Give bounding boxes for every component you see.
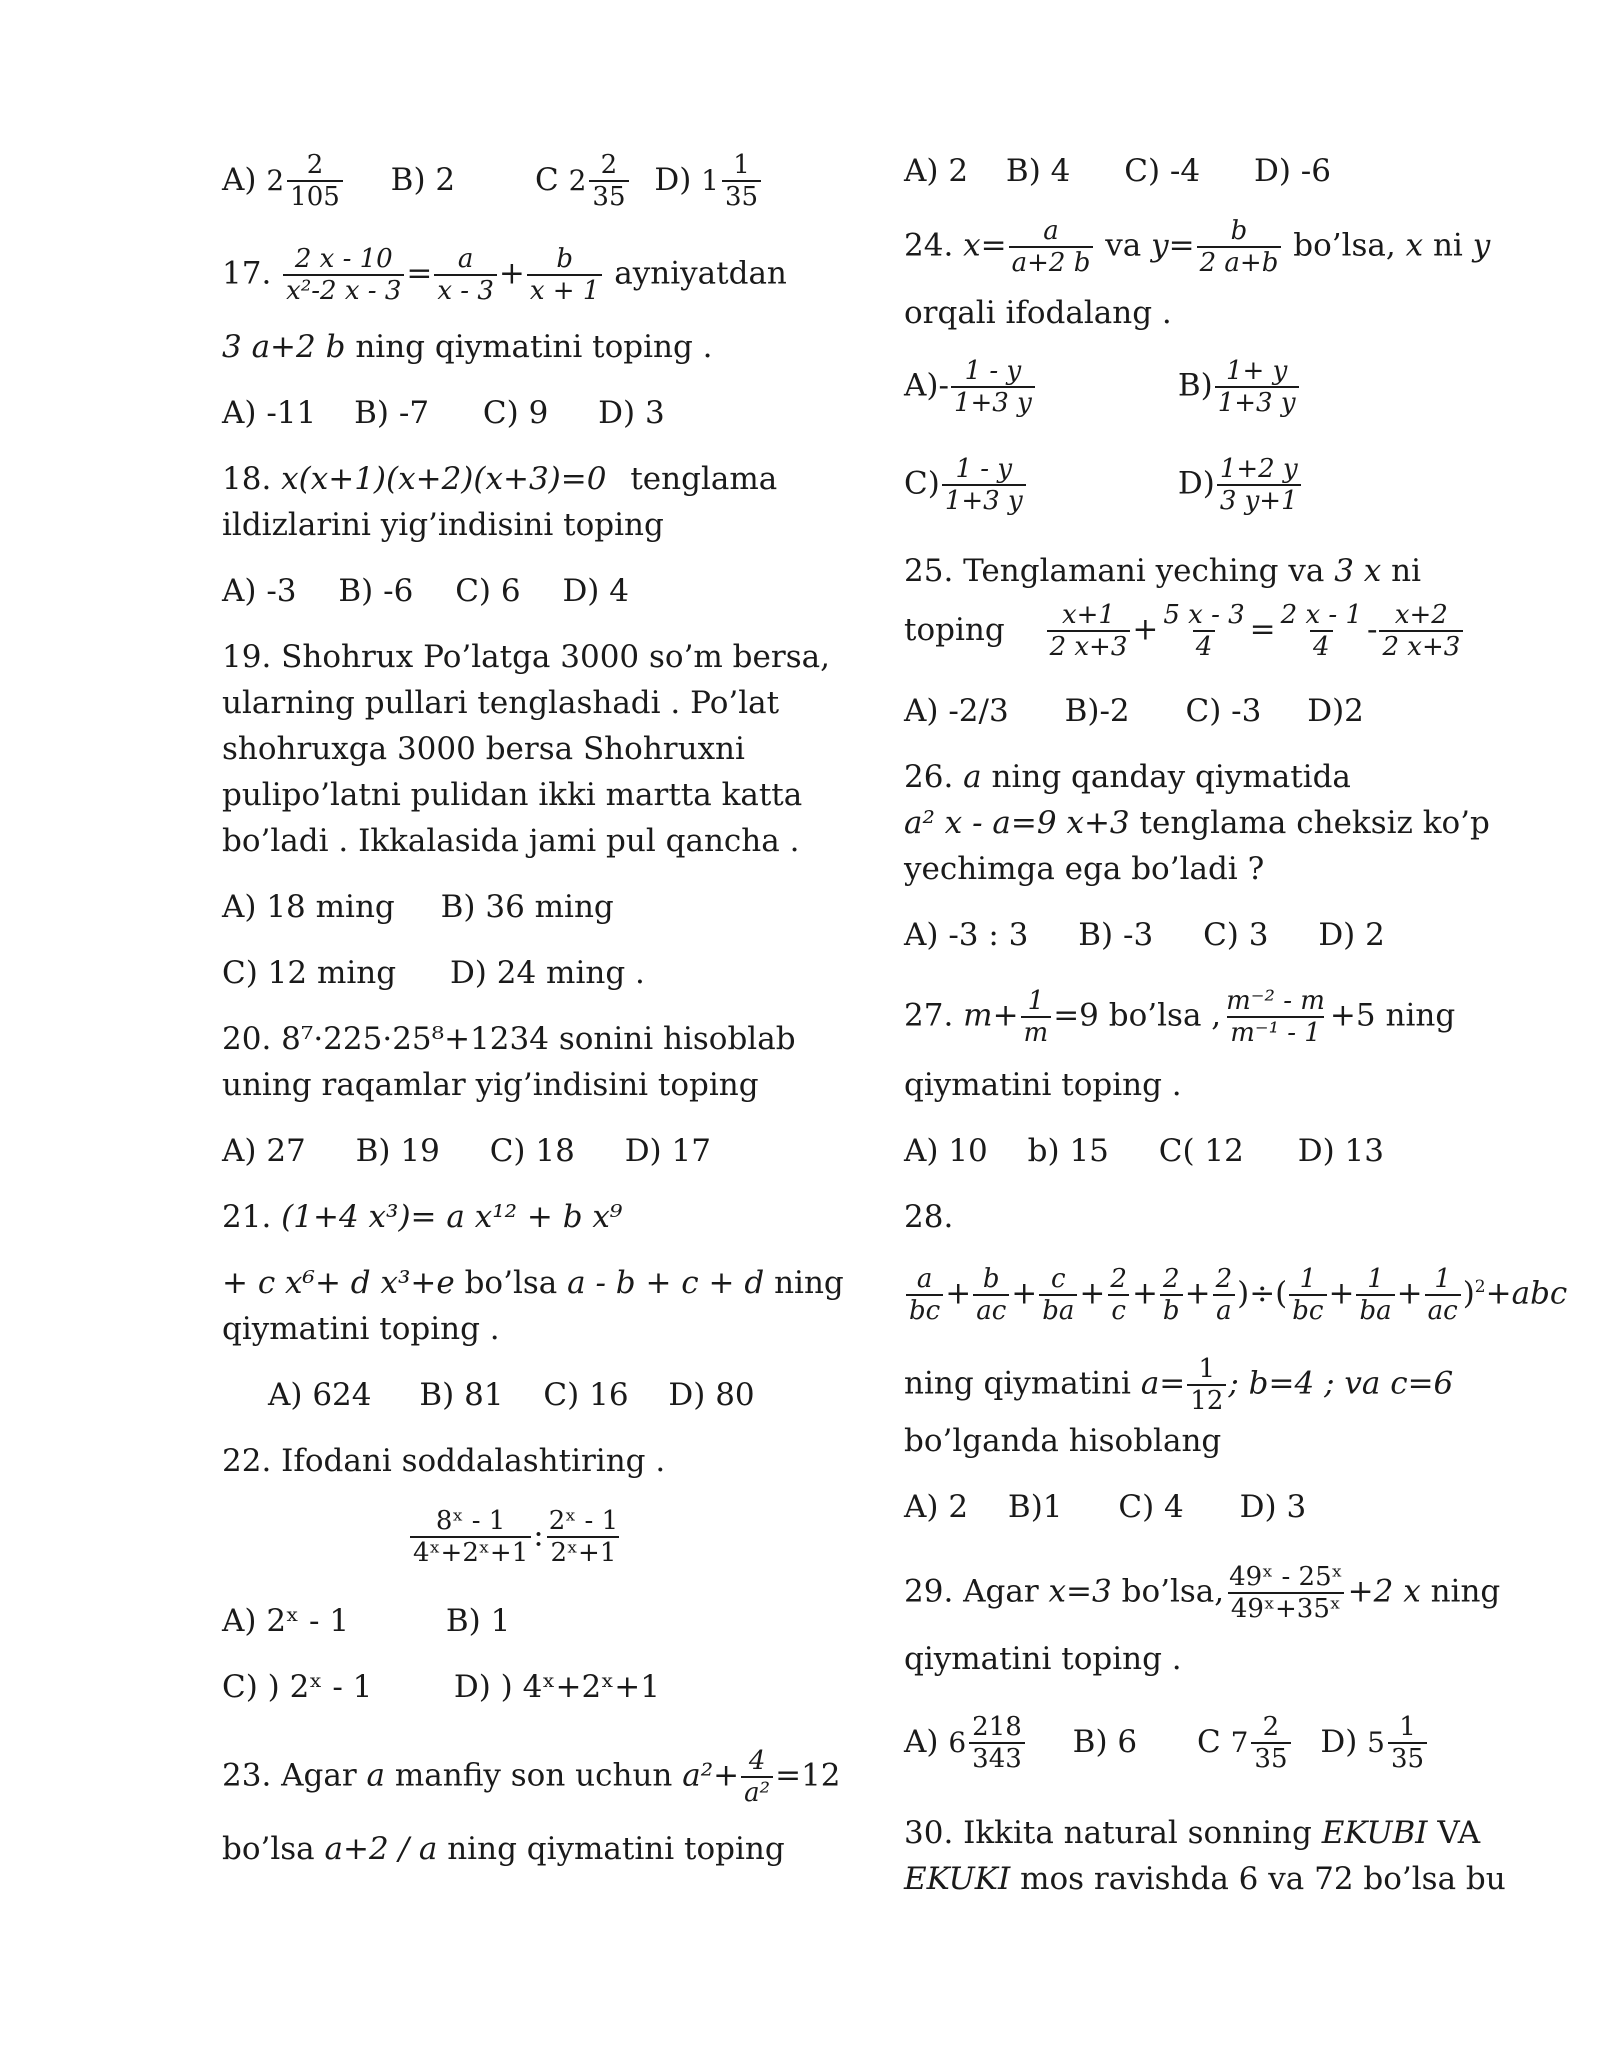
- q21-equation: 21. (1+4 x³)= a x¹² + b x⁹: [222, 1199, 623, 1235]
- q16-option-b: B) 2: [390, 162, 456, 198]
- q23-text-2: bo’lsa a+2 / a ning qiymatini toping: [222, 1831, 785, 1867]
- q24-options-row-2: C) $\frac{1 - y}{1+3 y}$ D) $\frac{1+2 y}{3 y+1}$: [904, 454, 1303, 516]
- q28-number: 28.: [904, 1199, 954, 1235]
- q17-text: 3 a+2 b ning qiymatini toping .: [222, 329, 713, 365]
- q19-line-1: 19. Shohrux Po’latga 3000 so’m bersa,: [222, 639, 830, 675]
- q19-line-5: bo’ladi . Ikkalasida jami pul qancha .: [222, 823, 800, 859]
- q18-text-2: ildizlarini yig’indisini toping: [222, 507, 664, 543]
- q24-text: orqali ifodalang .: [904, 295, 1172, 331]
- q22-title: 22. Ifodani soddalashtiring .: [222, 1443, 666, 1479]
- q25-equation: toping $\frac{x+1}{2 x+3}$ + $\frac{5 x - 3}{4}$ = $\frac{2 x - 1}{4}$ - $\frac{x+2}{2 x+3}$: [904, 600, 1465, 662]
- q22-options-row-2: C) ) 2ˣ - 1 D) ) 4ˣ+2ˣ+1: [222, 1669, 661, 1705]
- q23-text: 23. Agar a manfiy son uchun a²+ $\frac{4}{\text{a²}}$ =12: [222, 1746, 841, 1808]
- q21-text-2: qiymatini toping .: [222, 1311, 500, 1347]
- q25-options: A) -2/3 B)-2 C) -3 D)2: [904, 693, 1364, 729]
- q29-text: qiymatini toping .: [904, 1641, 1182, 1677]
- q27-options: A) 10 b) 15 C( 12 D) 13: [904, 1133, 1384, 1169]
- q19-line-4: pulipo’latni pulidan ikki martta katta: [222, 777, 803, 813]
- q24-equation: 24. x= $\frac{a}{a+2 b}$ va y= $\frac{b}{2 a+b}$ bo’lsa, x ni y: [904, 216, 1491, 278]
- q27-text: qiymatini toping .: [904, 1067, 1182, 1103]
- q27-equation: 27. m+ $\frac{1}{m}$ =9 bo’lsa , $\frac{\text{m⁻² - m}}{\text{m⁻¹ - 1}}$ +5 ning: [904, 986, 1456, 1048]
- q22-expression: $\frac{\text{8ˣ - 1}}{\text{4ˣ+2ˣ+1}}$ : $\frac{\text{2ˣ - 1}}{\text{2ˣ+1}}$: [408, 1506, 623, 1568]
- q30-text-2: EKUKI mos ravishda 6 va 72 bo’lsa bu: [904, 1861, 1506, 1897]
- q17-options: A) -11 B) -7 C) 9 D) 3: [222, 395, 665, 431]
- q20-text: 20. 8⁷·225·25⁸+1234 sonini hisoblab: [222, 1021, 796, 1057]
- q19-options-row-2: C) 12 ming D) 24 ming .: [222, 955, 645, 991]
- q21-text: + c x⁶+ d x³+e bo’lsa a - b + c + d ning: [222, 1265, 844, 1301]
- q24-options-row-1: A)- $\frac{1 - y}{1+3 y}$ B) $\frac{1+ y}{1+3 y}$: [904, 356, 1301, 418]
- q20-options: A) 27 B) 19 C) 18 D) 17: [222, 1133, 711, 1169]
- q19-line-3: shohruxga 3000 bersa Shohruxni: [222, 731, 745, 767]
- q28-values: ning qiymatini a= $\frac{1}{12}$ ; b=4 ; va c=6: [904, 1354, 1454, 1416]
- q20-text-2: uning raqamlar yig’indisini toping: [222, 1067, 759, 1103]
- q26-text-3: yechimga ega bo’ladi ?: [904, 851, 1265, 887]
- q30-text: 30. Ikkita natural sonning EKUBI VA: [904, 1815, 1481, 1851]
- q28-options: A) 2 B)1 C) 4 D) 3: [904, 1489, 1307, 1525]
- q26-text-2: a² x - a=9 x+3 tenglama cheksiz ko’p: [904, 805, 1490, 841]
- q17-equation: 17. $\frac{2 x - 10}{\text{x²-2 x - 3}}$ = $\frac{a}{x - 3}$ + $\frac{b}{x + 1}$ ayniyatdan: [222, 244, 787, 306]
- q29-equation: 29. Agar x=3 bo’lsa, $\frac{\text{49ˣ - 25ˣ}}{\text{49ˣ+35ˣ}}$ +2 x ning: [904, 1562, 1501, 1624]
- q19-line-2: ularning pullari tenglashadi . Po’lat: [222, 685, 780, 721]
- q26-text: 26. a ning qanday qiymatida: [904, 759, 1351, 795]
- q28-text: bo’lganda hisoblang: [904, 1423, 1222, 1459]
- q19-options-row-1: A) 18 ming B) 36 ming: [222, 889, 614, 925]
- q16-options: A) 2 $\frac{2}{105}$ B) 2 C 2 $\frac{2}{35}$ D) 1 $\frac{1}{35}$: [222, 150, 763, 212]
- q29-options: A) 6 $\frac{218}{343}$ B) 6 C 7 $\frac{2}{35}$ D) 5 $\frac{1}{35}$: [904, 1712, 1429, 1774]
- q28-expression: $\frac{a}{bc}$ + $\frac{b}{ac}$ + $\frac{c}{ba}$ + $\frac{2}{c}$ + $\frac{2}{b}$ + $\frac{2}{a}$ )÷( $\frac{1}{bc}$ + $\frac{1}{ba}$ + $\frac{1}{ac}$ )$^2$+abc: [904, 1264, 1567, 1326]
- q23-options: A) 2 B) 4 C) -4 D) -6: [904, 153, 1331, 189]
- q18-options: A) -3 B) -6 C) 6 D) 4: [222, 573, 629, 609]
- q22-options-row-1: A) 2ˣ - 1 B) 1: [222, 1603, 511, 1639]
- q25-text: 25. Tenglamani yeching va 3 x ni: [904, 553, 1422, 589]
- q21-options: A) 624 B) 81 C) 16 D) 80: [268, 1377, 755, 1413]
- q26-options: A) -3 : 3 B) -3 C) 3 D) 2: [904, 917, 1385, 953]
- q18-text: 18. x(x+1)(x+2)(x+3)=0 tenglama: [222, 461, 778, 497]
